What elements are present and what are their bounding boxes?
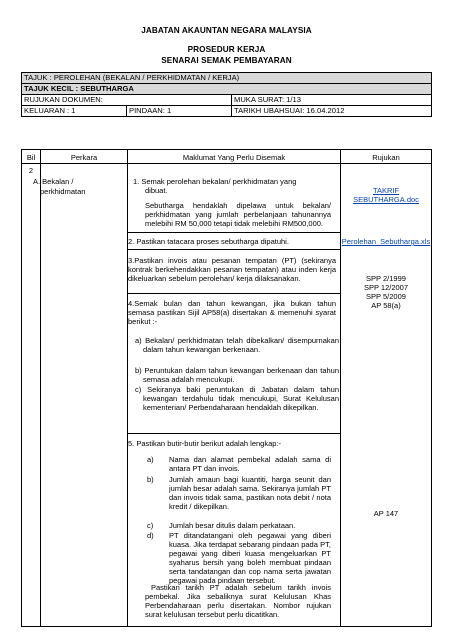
checklist-table: [21, 149, 432, 627]
ref-spp-2-1999: SPP 2/1999: [366, 274, 406, 283]
row-bil: 2: [28, 166, 34, 175]
agency-title: JABATAN AKAUNTAN NEGARA MALAYSIA: [141, 26, 312, 35]
col-maklumat-header: Maklumat Yang Perlu Disemak: [182, 153, 286, 162]
maklumat-1c: Sebutharga hendaklah dipelawa untuk bekalan/ perkhidmatan yang jumlah perbelanjaan tahunannya melebihi RM 50,000 tetapi tidak melebihi RM500,000.: [145, 201, 331, 228]
maklumat-4: 4.Semak bulan dan tahun kewangan, jika bukan tahun semasa pastikan Sijil AP58(a) disertakan & memenuhi syarat berikut :-: [128, 299, 336, 326]
checklist-title: SENARAI SEMAK PEMBAYARAN: [161, 56, 292, 65]
procedure-title: PROSEDUR KERJA: [187, 45, 266, 54]
maklumat-5d: PT ditandatangani oleh pegawai yang diberi kuasa. Jika terdapat sebarang pindaan pada PT, pegawai yang diberi kuasa mengeluarkan PT syaharus bersih yang boleh membuat pindaan serta tandatangan dan cop nama serta jawatan pegawai pada pindaan tersebut.: [169, 531, 331, 585]
col-rujukan-header: Rujukan: [372, 153, 400, 162]
maklumat-5e: Pastikan tarikh PT adalah sebelum tarikh invois pembekal. Jika sebaliknya surat Kelulusan Khas Perbendaharaan perlu disertakan. Nombor rujukan surat kelulusan tersebut perlu dicatitkan.: [145, 583, 331, 619]
muka-surat-cell: MUKA SURAT: 1/13: [232, 95, 432, 106]
maklumat-1a: 1. Semak perolehan bekalan/ perkhidmatan yang: [133, 177, 297, 186]
maklumat-3: 3.Pastikan invois atau pesanan tempatan (PT) (sekiranya kontrak berkehendakkan pesanan tempatan) atau inden kerja dikeluarkan sebelum perolehan/ kerja dilaksanakan.: [128, 256, 336, 283]
maklumat-1b: dibuat.: [145, 186, 168, 195]
col-perkara-header: Perkara: [70, 153, 98, 162]
ref-ap-58a: AP 58(a): [371, 301, 401, 310]
ref-spp-12-2007: SPP 12/2007: [363, 283, 409, 292]
ref-spp-5-2009: SPP 5/2009: [366, 292, 406, 301]
maklumat-4b: b) Peruntukan dalam tahun kewangan berkenaan dan tahun semasa adalah mencukupi.: [135, 366, 339, 384]
maklumat-4c: c) Sekiranya baki peruntukan di Jabatan dalam tahun kewangan terdahulu tidak mencukupi, Surat Kelulusan kementerian/ Perbendaharaan hendaklah dikepilkan.: [135, 385, 339, 412]
pindaan-cell: PINDAAN: 1: [127, 106, 232, 117]
maklumat-5b-label: b): [147, 475, 154, 484]
perolehan-sebutharga-link[interactable]: Perolehan_Sebutharga.xls: [341, 237, 431, 246]
maklumat-5d-label: d): [147, 531, 154, 540]
perkara-line-1: A. Bekalan /: [33, 177, 74, 186]
maklumat-5: 5. Pastikan butir-butir berikut adalah lengkap:-: [128, 439, 282, 448]
maklumat-5b: Jumlah amaun bagi kuantiti, harga seunit dan jumlah besar adalah sama. Sekiranya jumlah PT dan invois tidak sama, pastikan nota debit / nota kredit / dikepilkan.: [169, 475, 331, 511]
maklumat-5a: Nama dan alamat pembekal adalah sama di antara PT dan invois.: [169, 455, 331, 473]
tajuk-cell: TAJUK : PEROLEHAN (BEKALAN / PERKHIDMATAN / KERJA): [22, 73, 432, 84]
maklumat-2: 2. Pastikan tatacara proses sebutharga dipatuhi.: [128, 237, 289, 246]
tarikh-cell: TARIKH UBAHSUAI: 16.04.2012: [232, 106, 432, 117]
col-bil-header: Bil: [26, 153, 36, 162]
maklumat-4a: a) Bekalan/ perkhidmatan telah dibekalkan/ disempurnakan dalam tahun kewangan berkenaan.: [135, 336, 339, 354]
document-info-table: [21, 72, 432, 117]
keluaran-cell: KELUARAN : 1: [22, 106, 127, 117]
tajuk-kecil-cell: TAJUK KECIL : SEBUTHARGA: [22, 84, 432, 95]
perkara-line-2: perkhidmatan: [40, 187, 86, 196]
rujukan-dokumen-cell: RUJUKAN DOKUMEN:: [22, 95, 232, 106]
ref-ap-147: AP 147: [373, 509, 399, 518]
takrif-link-line2[interactable]: SEBUTHARGA.doc: [353, 195, 419, 204]
takrif-link-line1[interactable]: TAKRIF: [372, 186, 400, 195]
maklumat-5c: Jumlah besar ditulis dalam perkataan.: [169, 521, 296, 530]
maklumat-5c-label: c): [147, 521, 154, 530]
maklumat-5a-label: a): [147, 455, 154, 464]
